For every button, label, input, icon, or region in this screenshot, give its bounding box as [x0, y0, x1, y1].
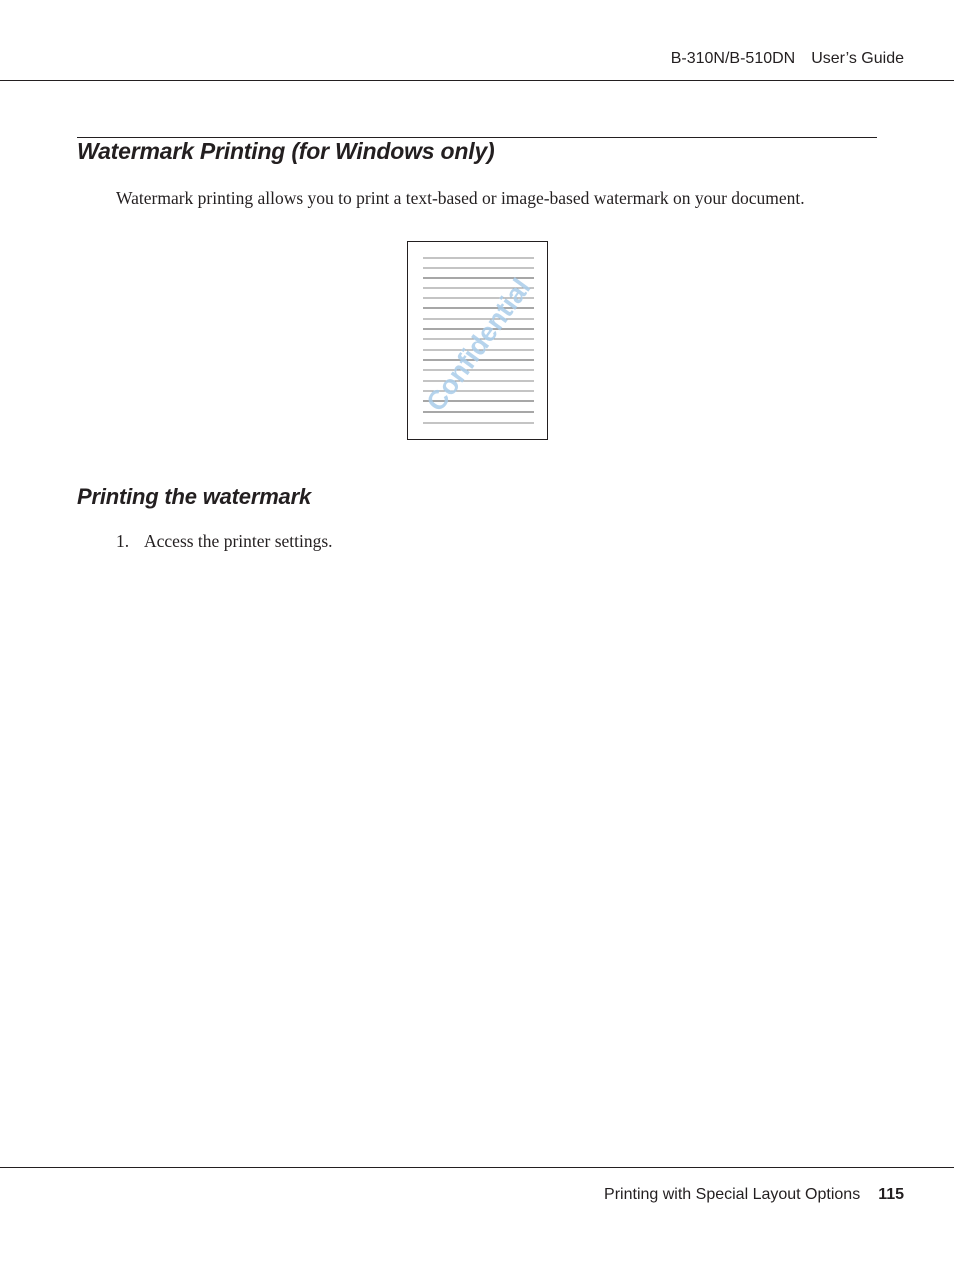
page-footer: [604, 1186, 904, 1204]
document-page-graphic: [408, 242, 547, 439]
page-header: [671, 50, 904, 68]
step-item: [116, 531, 333, 552]
subsection-title: Printing the watermark: [77, 484, 311, 509]
footer-divider: [0, 1167, 954, 1168]
header-divider: [0, 80, 954, 81]
step-text: Access the printer settings.: [144, 531, 333, 551]
intro-paragraph: Watermark printing allows you to print a text-based or image-based watermark on your document.: [116, 188, 805, 208]
step-number: 1.: [116, 531, 130, 551]
header-guide-title: User’s Guide: [811, 50, 904, 67]
section-title: Watermark Printing (for Windows only): [77, 138, 495, 164]
watermark-illustration: [407, 241, 548, 440]
footer-chapter: Printing with Special Layout Options: [604, 1186, 861, 1203]
watermark-text: Confidential: [420, 272, 537, 417]
header-model: B-310N/B-510DN: [670, 50, 796, 67]
page-number: 115: [878, 1186, 904, 1203]
